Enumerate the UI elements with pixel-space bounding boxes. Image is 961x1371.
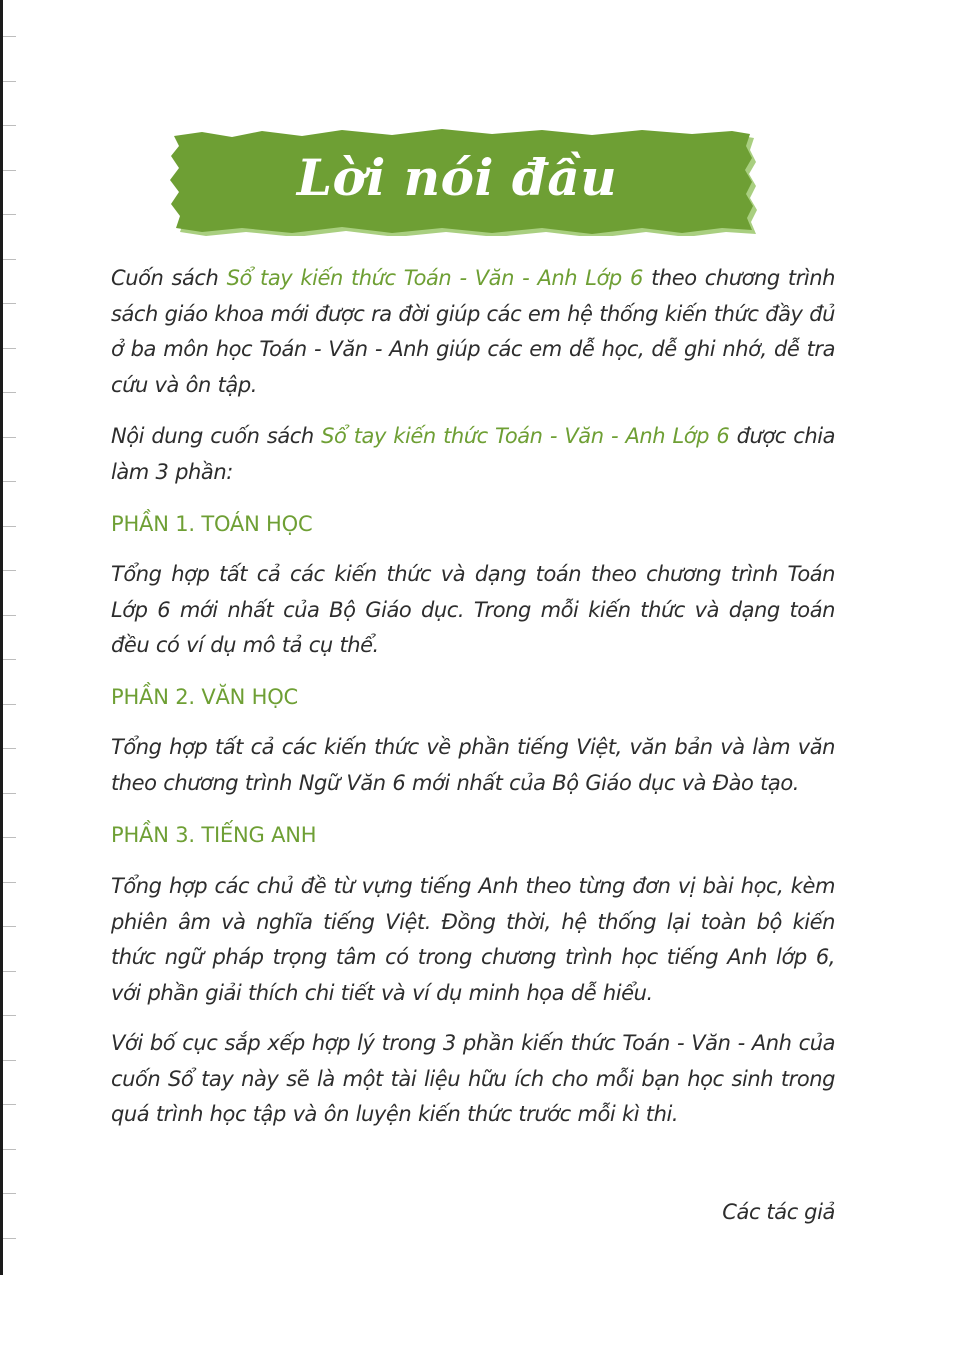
content-intro-book-title: Sổ tay kiến thức Toán - Văn - Anh Lớp 6 (321, 424, 730, 448)
content-intro-suffix: được chia làm 3 phần: (111, 424, 835, 484)
binding-tick (3, 971, 16, 972)
binding-tick (3, 793, 16, 794)
binding-tick (3, 659, 16, 660)
conclusion-block (111, 1026, 835, 1133)
section-3-body-block (111, 869, 835, 1011)
section-body: Tổng hợp tất cả các kiến thức về phần tiếng Việt, văn bản và làm văn theo chương trình Ngữ Văn 6 mới nhất của Bộ Giáo dục và Đào tạo. (111, 735, 835, 795)
binding-tick (3, 214, 16, 215)
binding-tick (3, 348, 16, 349)
binding-tick (3, 36, 16, 37)
binding-tick (3, 303, 16, 304)
binding-tick (3, 259, 16, 260)
section-2-heading-block (111, 680, 835, 715)
binding-tick (3, 615, 16, 616)
binding-tick (3, 1193, 16, 1194)
binding-tick (3, 526, 16, 527)
intro-book-title: Sổ tay kiến thức Toán - Văn - Anh Lớp 6 (226, 266, 643, 290)
section-2-body-block (111, 730, 835, 801)
binding-tick (3, 882, 16, 883)
binding-tick (3, 704, 16, 705)
binding-tick (3, 125, 16, 126)
signature: Các tác giả (722, 1200, 835, 1224)
content-intro-block (111, 419, 835, 490)
intro-paragraph-block (111, 261, 835, 403)
section-heading: PHẦN 2. VĂN HỌC (111, 685, 299, 709)
section-heading: PHẦN 1. TOÁN HỌC (111, 512, 313, 536)
binding-tick (3, 570, 16, 571)
binding-tick (3, 1149, 16, 1150)
section-body: Tổng hợp các chủ đề từ vựng tiếng Anh theo từng đơn vị bài học, kèm phiên âm và nghĩa tiếng Việt. Đồng thời, hệ thống lại toàn bộ kiến thức ngữ pháp trọng tâm có trong chương trình học tiếng Anh lớp 6, với phần giải thích chi tiết và ví dụ minh họa dễ hiểu. (111, 874, 835, 1005)
binding-tick (3, 748, 16, 749)
section-heading: PHẦN 3. TIẾNG ANH (111, 823, 317, 847)
binding-tick (3, 837, 16, 838)
binding-tick (3, 81, 16, 82)
section-1-heading-block (111, 507, 835, 542)
page-title: Lời nói đầu (296, 147, 618, 207)
binding-tick (3, 1238, 16, 1239)
intro-paragraph (111, 261, 835, 403)
binding-tick (3, 1104, 16, 1105)
content-intro-prefix: Nội dung cuốn sách (111, 424, 322, 448)
intro-prefix: Cuốn sách (111, 266, 227, 290)
binding-tick (3, 481, 16, 482)
conclusion-paragraph: Với bố cục sắp xếp hợp lý trong 3 phần kiến thức Toán - Văn - Anh của cuốn Sổ tay này sẽ là một tài liệu hữu ích cho mỗi bạn học sinh trong quá trình học tập và ôn luyện kiến thức trước mỗi kì thi. (111, 1031, 835, 1126)
binding-tick (3, 1060, 16, 1061)
page-binding-edge (0, 0, 3, 1275)
section-3-heading-block (111, 818, 835, 853)
content-intro-paragraph (111, 419, 835, 490)
title-banner (162, 124, 762, 236)
binding-tick (3, 437, 16, 438)
intro-suffix: theo chương trình sách giáo khoa mới được ra đời giúp các em hệ thống kiến thức đầy đủ ở ba môn học Toán - Văn - Anh giúp các em dễ học, dễ ghi nhớ, dễ tra cứu và ôn tập. (111, 266, 835, 397)
section-1-body-block (111, 557, 835, 664)
section-body: Tổng hợp tất cả các kiến thức và dạng toán theo chương trình Toán Lớp 6 mới nhất của Bộ Giáo dục. Trong mỗi kiến thức và dạng toán đều có ví dụ mô tả cụ thể. (111, 562, 835, 657)
binding-tick (3, 392, 16, 393)
binding-tick (3, 926, 16, 927)
binding-tick (3, 170, 16, 171)
binding-tick (3, 1015, 16, 1016)
